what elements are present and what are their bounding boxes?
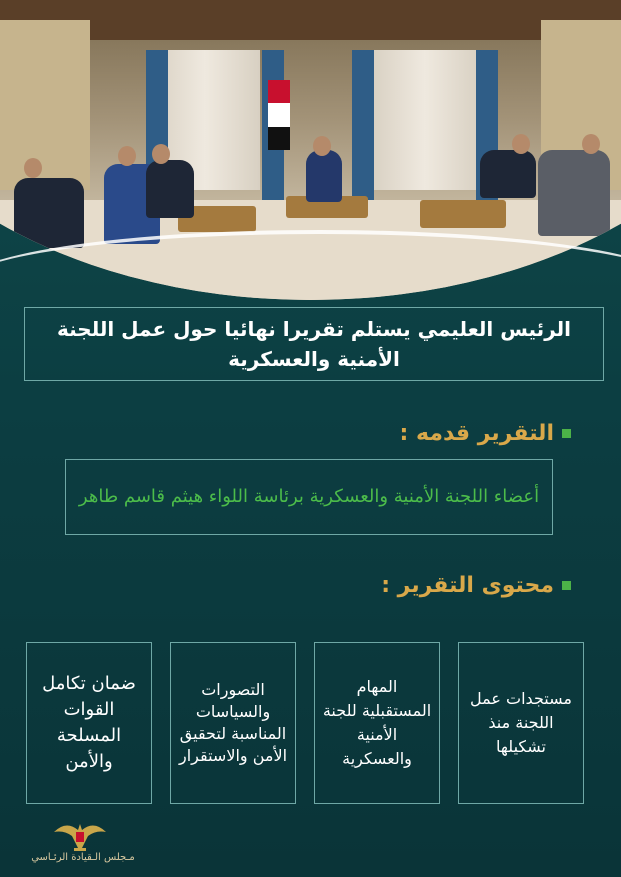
content-card-2: المهام المستقبلية للجنة الأمنية والعسكرية [314, 642, 440, 804]
presenter-box [65, 459, 553, 535]
eagle-emblem-icon [52, 818, 108, 852]
content-card-4: ضمان تكامل القوات المسلحة والأمن [26, 642, 152, 804]
presenter-text: أعضاء اللجنة الأمنية والعسكرية برئاسة اللواء هيثم قاسم طاهر [78, 486, 540, 507]
content-card-3: التصورات والسياسات المناسبة لتحقيق الأمن والاستقرار [170, 642, 296, 804]
headline-box [24, 307, 604, 381]
bullet-icon [562, 581, 571, 590]
bullet-icon [562, 429, 571, 438]
content-card-1: مستجدات عمل اللجنة منذ تشكيلها [458, 642, 584, 804]
headline-text: الرئيس العليمي يستلم تقريرا نهائيا حول عمل اللجنة الأمنية والعسكرية [56, 317, 571, 371]
content-heading: محتوى التقرير : [381, 573, 571, 598]
presenter-heading: التقرير قدمه : [400, 421, 571, 446]
yemen-flag-icon [268, 80, 290, 150]
council-name: مـجلس الـقيادة الرئـاسي [31, 852, 135, 863]
